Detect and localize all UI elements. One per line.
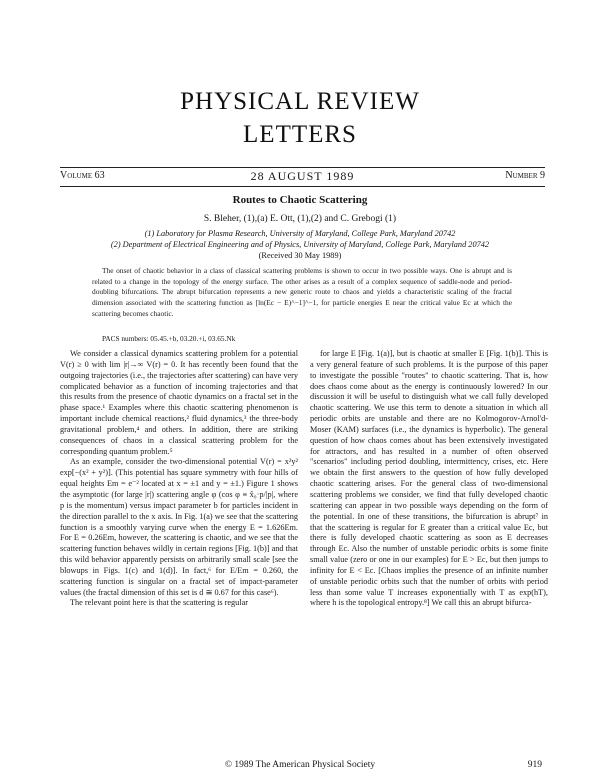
volume-label: Volume 63 — [60, 170, 105, 181]
masthead-top-rule — [60, 167, 545, 168]
affiliation-1: (1) Laboratory for Plasma Research, University of Maryland, College Park, Maryland 20742 — [144, 229, 456, 238]
copyright-notice: © 1989 The American Physical Society — [224, 760, 376, 770]
journal-title-line2: LETTERS — [243, 121, 357, 148]
affiliation-2: (2) Department of Electrical Engineering and of Physics, University of Maryland, College Park, Maryland 20742 — [110, 240, 490, 249]
body-column-right — [310, 349, 548, 609]
paragraph: As an example, consider the two-dimensional potential V(r) = x²y² exp[−(x² + y²)]. (This potential has square symmetry with four hills of equal heights Em = e⁻² located at x = ±1 and y = ±1.) Figure 1 shows the asymptotic (for large |r|) scattering angle φ (cos φ ≡ x̂₀·p/|p|, where p is the momentum) versus impact parameter b for particles incident in the direction parallel to the x axis. In Fig. 1(a) we see that the scattering function is a smoothly varying curve when the energy E = 1.626Em. For E = 0.26Em, however, the scattering is chaotic, and we see that the scattering function behaves wildly in certain regions [Fig. 1(b)] and that this wild behavior apparently persists on arbitrarily small scale [see the blowups in Figs. 1(c) and 1(d)]. In fact,⁶ for E/Em = 0.260, the scattering function is singular on a fractal set of impact-parameter values (the fractal dimension of this set is d ≅ 0.67 for this case⁶). — [60, 457, 298, 597]
paragraph: for large E [Fig. 1(a)], but is chaotic at smaller E [Fig. 1(b)]. This is a very general feature of such problems. It is the purpose of this paper to investigate the possible "routes" to chaotic scattering. That is, how does chaos come about as the energy is continuously lowered? In our discussion it will be useful to distinguish what we call fully developed chaotic scattering. We use this term to denote a situation in which all periodic orbits are unstable and there are no Kolmogorov-Arnol'd-Moser (KAM) surfaces (i.e., the dynamics is hyperbolic). The general question of how chaos comes about has been extensively investigated for attractors, and has resulted in a number of often observed "scenarios" including period doubling, intermittency, crises, etc. Here we obtain the first answers to the question of how fully developed chaotic scattering arises. For the general class of two-dimensional scattering problems we consider, we find that fully developed chaotic scattering can appear in two possible ways depending on the form of the potential. In one of these transitions, the bifurcation is abrupt⁷ in that the scattering is regular for E greater than a critical value Ec, but there is fully developed chaotic scattering as soon as E decreases through Ec. Also the number of unstable periodic orbits is some finite small value (zero or one in our examples) for E > Ec, but then jumps to infinity for E < Ec. [Chaos implies the presence of an infinite number of unstable periodic orbits such that the number of orbits with period less than some value T increases exponentially with T as exp(hT), where h is the topological entropy.⁸] We call this an abrupt bifurca- — [310, 349, 548, 608]
pacs-numbers: PACS numbers: 05.45.+b, 03.20.+i, 03.65.Nk — [102, 334, 236, 343]
paragraph: The relevant point here is that the scattering is regular — [70, 598, 248, 608]
issue-date: 28 AUGUST 1989 — [250, 169, 355, 183]
abstract-text: The onset of chaotic behavior in a class of classical scattering problems is shown to occur in two possible ways. One is abrupt and is related to a change in the topology of the energy surface. The other arises as a result of a complex sequence of saddle-node and period-doubling bifurcations. The abrupt bifurcation represents a new generic route to chaos and yields a characteristic scaling of the fractal dimension associated with the scattering function as [ln(Ec − E)^−1]^−1, for particle energies E near the critical value Ec at which the scattering becomes chaotic. — [92, 266, 512, 318]
article-title: Routes to Chaotic Scattering — [232, 194, 368, 206]
masthead — [60, 170, 545, 185]
masthead-bottom-rule — [60, 186, 545, 187]
page-footer — [0, 760, 600, 772]
author-list: S. Bleher, (1),(a) E. Ott, (1),(2) and C. Grebogi (1) — [203, 214, 397, 224]
abstract — [92, 266, 512, 320]
received-date: (Received 30 May 1989) — [258, 251, 342, 260]
issue-number: Number 9 — [505, 170, 545, 181]
page-number: 919 — [527, 760, 542, 770]
body-column-left — [60, 349, 298, 609]
journal-title-line1: PHYSICAL REVIEW — [180, 88, 420, 115]
paragraph: We consider a classical dynamics scattering problem for a potential V(r) ≥ 0 with lim |r|→∞ V(r) = 0. It has recently been found that the outgoing trajectories (i.e., the trajectories after scattering) can have very complicated behavior as a function of incoming trajectories and that this results from the presence of chaotic dynamics on a fractal set in the phase space.¹ Examples where this chaotic scattering phenomenon is important include chemical reactions,² fluid dynamics,³ the three-body gravitational problem,⁴ and others. In addition, there are striking consequences of chaos in a classical scattering problem for the corresponding quantum problem.⁵ — [60, 349, 298, 456]
